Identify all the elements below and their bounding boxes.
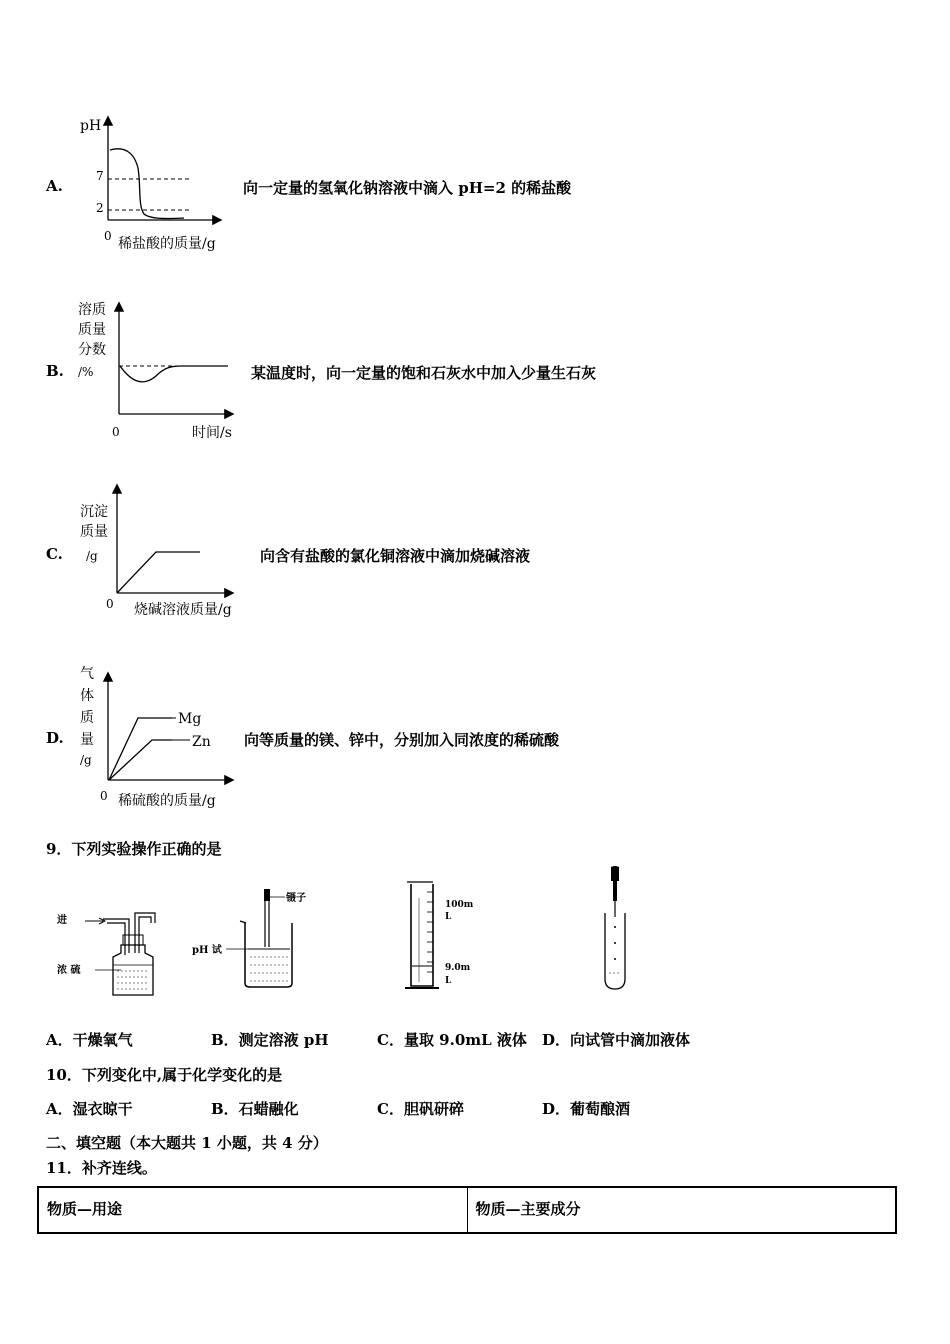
q9-fig-c-label-mid-2: L — [445, 976, 452, 986]
q11-stem: 11．补齐连线。 — [46, 1159, 157, 1177]
option-b-description: 某温度时，向一定量的饱和石灰水中加入少量生石灰 — [251, 364, 597, 382]
graph-d-y-label-4: 量 — [80, 732, 94, 748]
q10-option-c: C．胆矾研碎 — [377, 1100, 464, 1118]
graph-c-y-label-2: 质量 — [80, 524, 108, 540]
option-c-description: 向含有盐酸的氯化铜溶液中滴加烧碱溶液 — [260, 547, 531, 565]
option-c-letter: C. — [46, 545, 63, 563]
section2-title: 二、填空题（本大题共 1 小题，共 4 分） — [46, 1134, 328, 1152]
q9-fig-a-label-acid: 浓 硫 — [57, 965, 81, 976]
graph-c-origin: 0 — [106, 597, 114, 611]
graph-a-tick-2: 2 — [96, 201, 104, 215]
graph-b-y-label-4: /% — [78, 365, 94, 379]
q9-figure-b — [190, 885, 330, 995]
graph-d — [72, 660, 252, 812]
graph-a-tick-7: 7 — [96, 169, 104, 183]
graph-d-y-label-3: 质 — [80, 710, 94, 726]
graph-d-series-mg: Mg — [178, 711, 202, 727]
option-a-description: 向一定量的氢氧化钠溶液中滴入 pH=2 的稀盐酸 — [243, 179, 572, 197]
graph-b-origin: 0 — [112, 425, 120, 439]
q10-option-b: B．石蜡融化 — [211, 1100, 299, 1118]
graph-a-y-label: pH — [80, 118, 102, 134]
q11-table — [37, 1186, 897, 1234]
graph-d-y-label-2: 体 — [80, 688, 94, 704]
graph-b-y-label-2: 质量 — [78, 322, 106, 338]
q11-table-header-usage: 物质—用途 — [47, 1200, 123, 1218]
q9-option-b: B．测定溶液 pH — [211, 1031, 329, 1049]
graph-a — [72, 108, 242, 258]
graph-b — [72, 296, 262, 446]
graph-c — [72, 480, 262, 625]
q9-fig-a-label-in: 进 — [57, 915, 67, 926]
q9-option-a: A．干燥氧气 — [46, 1031, 133, 1049]
q11-table-header-composition: 物质—主要成分 — [467, 1188, 896, 1232]
graph-b-x-label: 时间/s — [192, 425, 232, 441]
q10-option-d: D．葡萄酿酒 — [542, 1100, 631, 1118]
graph-a-x-label: 稀盐酸的质量/g — [118, 236, 216, 252]
q10-stem: 10．下列变化中,属于化学变化的是 — [46, 1066, 283, 1084]
q9-fig-c-label-mid-1: 9.0m — [445, 963, 471, 973]
graph-d-series-zn: Zn — [192, 734, 211, 750]
graph-c-y-label-3: /g — [86, 549, 98, 563]
q9-figure-c — [395, 878, 495, 998]
q9-fig-c-label-top-2: L — [445, 912, 452, 922]
q10-option-a: A．湿衣晾干 — [46, 1100, 133, 1118]
graph-c-x-label: 烧碱溶液质量/g — [134, 602, 232, 618]
graph-a-origin: 0 — [104, 229, 112, 243]
option-d-description: 向等质量的镁、锌中，分别加入同浓度的稀硫酸 — [244, 731, 560, 749]
q9-figure-a — [55, 905, 165, 1000]
graph-c-y-label-1: 沉淀 — [80, 504, 108, 520]
q9-stem: 9．下列实验操作正确的是 — [46, 840, 222, 858]
q9-fig-b-label-tweezers: 镊子 — [286, 893, 306, 904]
q9-fig-b-label-ph: pH 试 — [192, 945, 222, 956]
graph-d-y-label-5: /g — [80, 753, 92, 767]
option-b-letter: B. — [46, 362, 64, 380]
graph-d-origin: 0 — [100, 789, 108, 803]
graph-d-y-label-1: 气 — [80, 666, 94, 682]
q9-option-c: C．量取 9.0mL 液体 — [377, 1031, 527, 1049]
option-d-letter: D. — [46, 729, 64, 747]
graph-b-y-label-1: 溶质 — [78, 302, 106, 318]
graph-b-y-label-3: 分数 — [78, 342, 106, 358]
graph-d-x-label: 稀硫酸的质量/g — [118, 793, 216, 809]
q9-option-d: D．向试管中滴加液体 — [542, 1031, 691, 1049]
q9-figure-d — [595, 865, 635, 993]
option-a-letter: A. — [46, 177, 63, 195]
q9-fig-c-label-top-1: 100m — [445, 900, 474, 910]
